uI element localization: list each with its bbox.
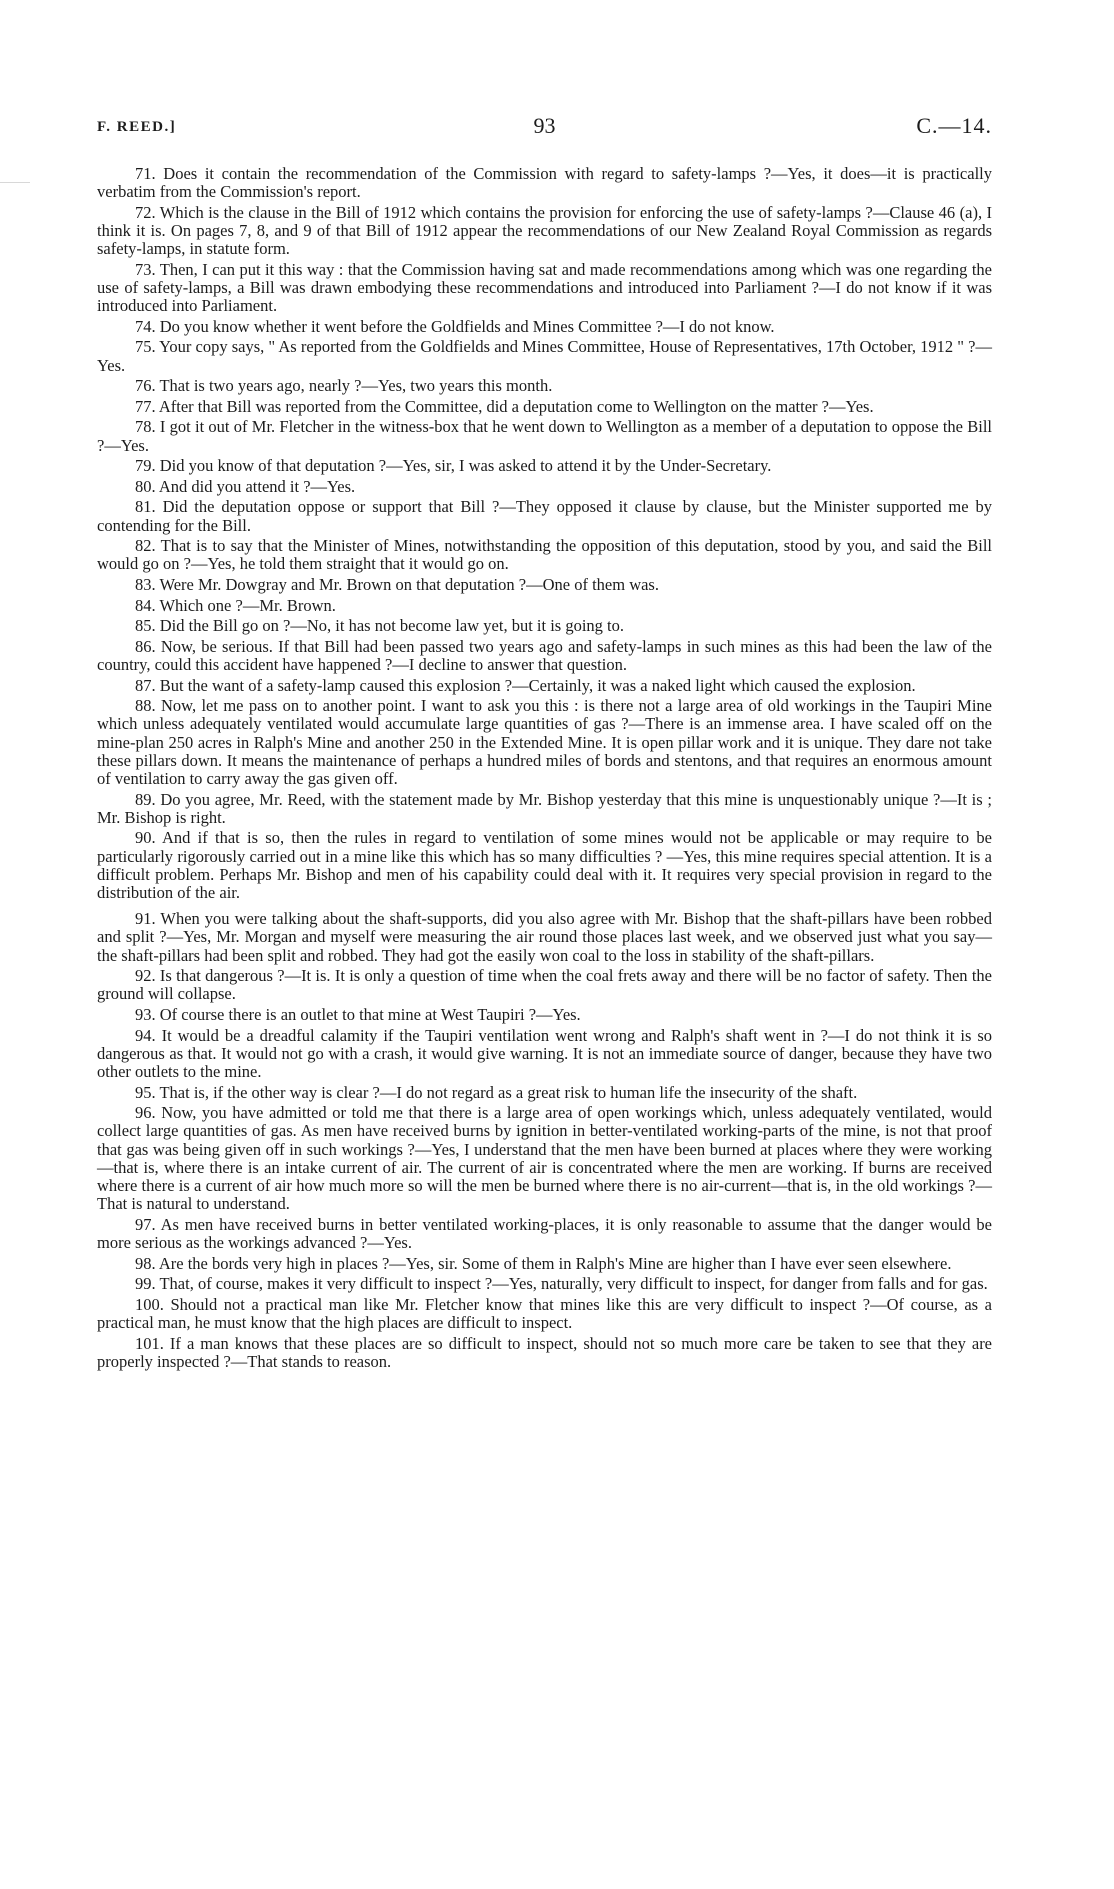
- question-text: Now, you have admitted or told me that there is a large area of open workings which, unless adequately ventilated, would collect large quantities of gas. As men have received burns by ignition in better-ventilated working-parts of the mine, is not that proof that gas was being given off in such workings ?—Yes, I understand that the men have been burned at places where they were working—that is, where there is an intake current of air. The current of air is concentrated where the men are working. If burns are received where there is a current of air how much more so will the men be burned where there is no air-current—that is, in the old workings ?—That is natural to understand.: [97, 1103, 992, 1214]
- question-paragraph: [97, 338, 992, 374]
- question-number: 96.: [135, 1103, 156, 1123]
- question-number: 85.: [135, 616, 156, 636]
- question-text: It would be a dreadful calamity if the Taupiri ventilation went wrong and Ralph's shaft went in ?—I do not think it is so dangerous as that. It would not go with a crash, it would give warning. It is not an immediate source of danger, because they have two other outlets to the mine.: [97, 1025, 993, 1081]
- question-text: Were Mr. Dowgray and Mr. Brown on that deputation ?—One of them was.: [159, 574, 659, 594]
- question-paragraph: [97, 318, 992, 336]
- question-paragraph: [97, 377, 992, 395]
- question-paragraph: [97, 204, 992, 259]
- question-paragraph: [97, 576, 992, 594]
- question-number: 89.: [135, 789, 156, 809]
- question-number: 86.: [135, 636, 156, 656]
- question-text: Did the deputation oppose or support that Bill ?—They opposed it clause by clause, but the Minister supported me by contending for the Bill.: [97, 497, 993, 535]
- question-paragraph: [97, 1335, 992, 1371]
- question-number: 76.: [135, 376, 156, 396]
- question-number: 71.: [135, 164, 156, 183]
- question-number: 93.: [135, 1004, 156, 1024]
- question-number: 84.: [135, 595, 156, 615]
- question-number: 78.: [135, 417, 156, 437]
- question-text: And if that is so, then the rules in regard to ventilation of some mines would not be applicable or may require to be particularly rigorously carried out in a mine like this which has so many difficulties ? —Yes, this mine requires special attention. It is a difficult problem. Perhaps Mr. Bishop and men of his capability could deal with it. It requires very special provision in regard to the distribution of the air.: [97, 828, 992, 902]
- question-number: 94.: [135, 1025, 156, 1045]
- question-text: That is two years ago, nearly ?—Yes, two years this month.: [159, 376, 553, 396]
- question-paragraph: [97, 597, 992, 615]
- question-text: Now, be serious. If that Bill had been passed two years ago and safety-lamps in such mines as this had been the law of the country, could this accident have happened ?—I decline to answer that question.: [97, 636, 993, 674]
- question-text: That, of course, makes it very difficult to inspect ?—Yes, naturally, very difficult to inspect, for danger from falls and for gas.: [159, 1274, 988, 1294]
- question-text: And did you attend it ?—Yes.: [158, 476, 356, 496]
- question-paragraph: [97, 1084, 992, 1102]
- question-paragraph: [97, 829, 992, 902]
- question-paragraph: [97, 1216, 992, 1252]
- question-number: 74.: [135, 316, 156, 336]
- question-text: Of course there is an outlet to that mine at West Taupiri ?—Yes.: [159, 1004, 581, 1024]
- running-header: [97, 113, 992, 143]
- question-number: 83.: [135, 574, 156, 594]
- question-number: 73.: [135, 259, 156, 279]
- question-paragraph: [97, 478, 992, 496]
- question-paragraph: [97, 791, 992, 827]
- question-text: Now, let me pass on to another point. I want to ask you this : is there not a large area of old workings in the Taupiri Mine which unless adequately ventilated would accumulate large quantities of gas ?—There is an immense area. I have scaled off on the mine-plan 250 acres in Ralph's Mine and another 250 in the Extended Mine. It is open pillar work and it is unique. They dare not take these pillars down. It means the maintenance of perhaps a hundred miles of bords and stentons, and that requires an enormous amount of ventilation to carry away the gas given off.: [97, 696, 992, 788]
- question-number: 91.: [135, 909, 156, 929]
- question-paragraph: [97, 677, 992, 695]
- question-text: That is, if the other way is clear ?—I do not regard as a great risk to human life the insecurity of the shaft.: [159, 1082, 858, 1102]
- question-paragraph: [97, 1006, 992, 1024]
- question-number: 99.: [135, 1274, 156, 1294]
- question-paragraph: [97, 261, 992, 316]
- evidence-text-body: [97, 165, 992, 1373]
- question-text: That is to say that the Minister of Mines, notwithstanding the opposition of this deputation, stood by you, and said the Bill would go on ?—Yes, he told them straight that it would go on.: [97, 536, 992, 574]
- page-number: 93: [533, 113, 556, 138]
- question-number: 81.: [135, 497, 156, 517]
- scan-artifact-mark: [0, 182, 30, 183]
- question-text: Does it contain the recommendation of the Commission with regard to safety-lamps ?—Yes, it does—it is practically verbatim from the Commission's report.: [97, 164, 993, 202]
- question-paragraph: [97, 1275, 992, 1293]
- question-number: 92.: [135, 966, 156, 986]
- question-paragraph: [97, 1296, 992, 1332]
- question-paragraph: [97, 418, 992, 454]
- document-reference: C.—14.: [916, 113, 992, 138]
- question-text: Do you agree, Mr. Reed, with the statement made by Mr. Bishop yesterday that this mine is unquestionably unique ?—It is ; Mr. Bishop is right.: [97, 789, 992, 827]
- question-number: 82.: [135, 536, 156, 556]
- question-text: As men have received burns in better ventilated working-places, it is only reasonable to assume that the danger would be more serious as the workings advanced ?—Yes.: [97, 1214, 993, 1252]
- question-number: 98.: [135, 1253, 156, 1273]
- question-text: Is that dangerous ?—It is. It is only a question of time when the coal frets away and there will be no factor of safety. Then the ground will collapse.: [97, 966, 993, 1004]
- question-text: But the want of a safety-lamp caused this explosion ?—Certainly, it was a naked light which caused the explosion.: [159, 675, 916, 695]
- question-paragraph: [97, 638, 992, 674]
- question-paragraph: [97, 697, 992, 788]
- question-text: Do you know whether it went before the Goldfields and Mines Committee ?—I do not know.: [159, 316, 775, 336]
- question-text: Which is the clause in the Bill of 1912 which contains the provision for enforcing the use of safety-lamps ?—Clause 46 (a), I think it is. On pages 7, 8, and 9 of that Bill of 1912 appear the recommendations of our New Zealand Royal Commission as regards safety-lamps, in statute form.: [97, 202, 993, 259]
- question-paragraph: [97, 1027, 992, 1082]
- question-number: 75.: [135, 337, 156, 357]
- question-text: I got it out of Mr. Fletcher in the witness-box that he went down to Wellington as a member of a deputation to oppose the Bill ?—Yes.: [97, 417, 992, 455]
- question-paragraph: [97, 398, 992, 416]
- question-paragraph: [97, 1255, 992, 1273]
- question-number: 100.: [135, 1294, 164, 1314]
- question-text: Then, I can put it this way : that the Commission having sat and made recommendations among which was one regarding the use of safety-lamps, a Bill was drawn embodying these recommendations and introduced into Parliament ?—I do not know if it was introduced into Parliament.: [97, 259, 992, 316]
- question-number: 95.: [135, 1082, 156, 1102]
- question-number: 97.: [135, 1214, 156, 1234]
- question-number: 72.: [135, 202, 156, 222]
- question-paragraph: [97, 165, 992, 201]
- question-number: 90.: [135, 828, 156, 848]
- question-text: Did you know of that deputation ?—Yes, sir, I was asked to attend it by the Under-Secretary.: [159, 456, 772, 476]
- question-paragraph: [97, 1104, 992, 1213]
- question-text: Are the bords very high in places ?—Yes, sir. Some of them in Ralph's Mine are higher than I have ever seen elsewhere.: [158, 1253, 952, 1273]
- question-number: 88.: [135, 696, 156, 716]
- question-paragraph: [97, 498, 992, 534]
- witness-name-header: F. REED.]: [97, 119, 177, 135]
- question-paragraph: [97, 967, 992, 1003]
- question-text: After that Bill was reported from the Committee, did a deputation come to Wellington on the matter ?—Yes.: [158, 396, 874, 416]
- question-text: Your copy says, " As reported from the Goldfields and Mines Committee, House of Representatives, 17th October, 1912 " ?—Yes.: [97, 337, 992, 375]
- question-text: Did the Bill go on ?—No, it has not become law yet, but it is going to.: [159, 616, 624, 636]
- question-number: 79.: [135, 456, 156, 476]
- question-paragraph: [97, 537, 992, 573]
- question-paragraph: [97, 457, 992, 475]
- question-text: When you were talking about the shaft-supports, did you also agree with Mr. Bishop that the shaft-pillars have been robbed and split ?—Yes, Mr. Morgan and myself were measuring the air round those places last week, and we observed just what you say—the shaft-pillars had been split and robbed. They had got the easily won coal to the loss in stability of the shaft-pillars.: [97, 909, 993, 965]
- question-text: If a man knows that these places are so difficult to inspect, should not so much more care be taken to see that they are properly inspected ?—That stands to reason.: [97, 1333, 993, 1371]
- question-text: Which one ?—Mr. Brown.: [159, 595, 336, 615]
- question-number: 77.: [135, 396, 156, 416]
- question-paragraph: [97, 617, 992, 635]
- question-number: 80.: [135, 476, 156, 496]
- question-paragraph: [97, 910, 992, 965]
- question-number: 101.: [135, 1333, 164, 1353]
- question-text: Should not a practical man like Mr. Fletcher know that mines like this are very difficult to inspect ?—Of course, as a practical man, he must know that the high places are difficult to inspect.: [97, 1294, 993, 1332]
- question-number: 87.: [135, 675, 156, 695]
